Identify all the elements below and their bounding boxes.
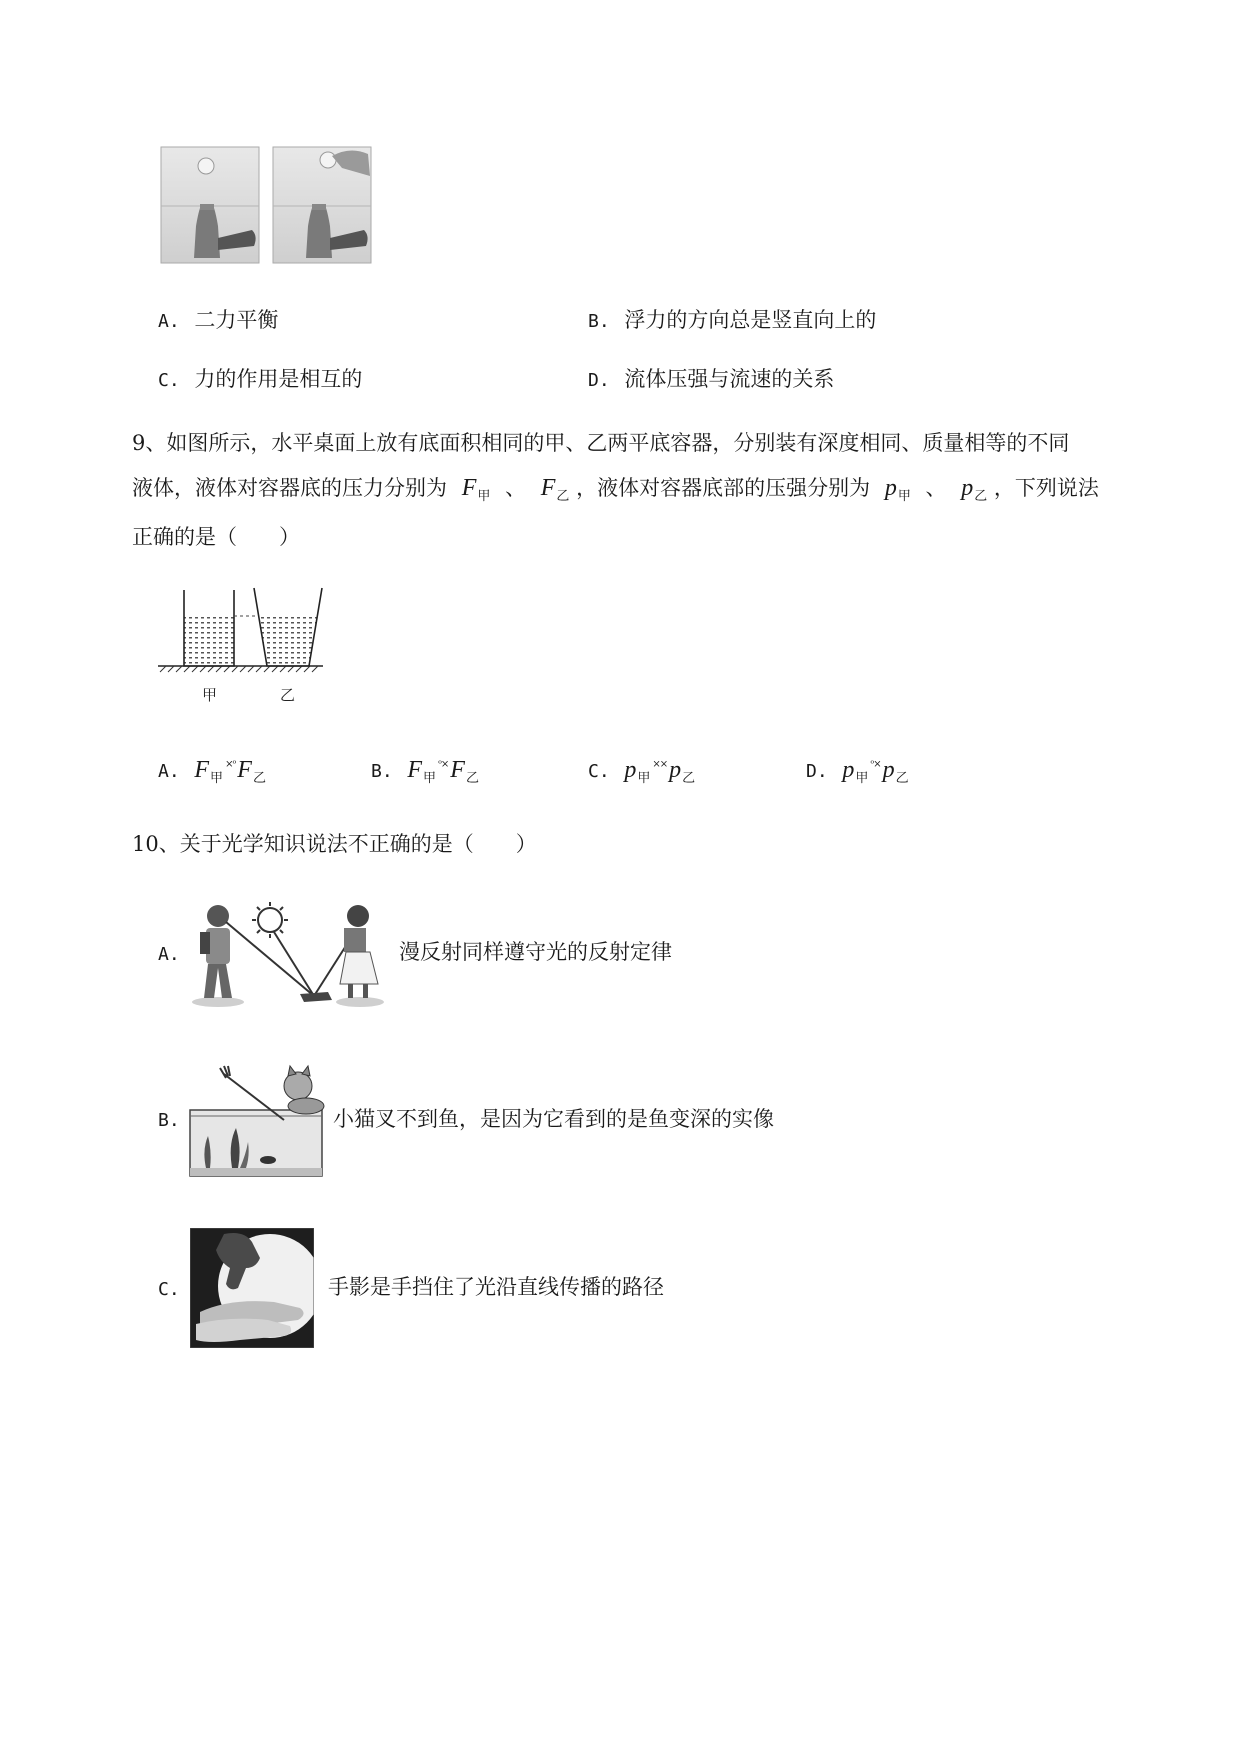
pressure-yi: $p_乙$ (961, 475, 988, 503)
diffuse-reflection-illustration (190, 898, 392, 1010)
q9-option-d[interactable]: D. $p_甲^{ᵒ\times}p_乙$ (806, 757, 909, 785)
question-number: 9、 (132, 431, 167, 455)
relation-glyph: ᵒ× (870, 759, 881, 770)
q10-option-c-image (190, 1228, 314, 1348)
q10-option-a-label[interactable]: A. (158, 944, 180, 965)
question-number: 10、 (132, 832, 180, 856)
option-label: B. (588, 311, 610, 332)
q9-option-a[interactable]: A. $F_甲^{\times ᵒ}F_乙$ (158, 757, 266, 785)
relation-glyph: ×× (652, 759, 668, 770)
label-yi: 乙 (280, 686, 296, 704)
q10-option-a-text: 漫反射同样遵守光的反射定律 (399, 940, 672, 964)
q10-option-b-text: 小猫叉不到鱼，是因为它看到的是鱼变深的实像 (333, 1107, 774, 1131)
force-jia: $F_甲$ (461, 475, 491, 503)
option-text: 流体压强与流速的关系 (624, 367, 835, 391)
q8-option-d[interactable] (588, 369, 834, 390)
option-text: 二力平衡 (194, 308, 279, 332)
option-text: 力的作用是相互的 (194, 367, 363, 391)
option-text: 浮力的方向总是竖直向上的 (624, 308, 877, 332)
option-label: C. (158, 370, 180, 391)
pressure-jia: $p_甲$ (884, 475, 911, 503)
q10-option-c-label[interactable]: C. (158, 1279, 180, 1300)
q10-stem: 10、关于光学知识说法不正确的是（ ） (132, 832, 537, 856)
option-label: D. (806, 761, 828, 782)
option-label: A. (158, 761, 180, 782)
option-label: B. (371, 761, 393, 782)
q10-option-a-image (190, 898, 392, 1010)
q9-stem-line1: 9、如图所示，水平桌面上放有底面积相同的甲、乙两平底容器，分别装有深度相同、质量相等的不同 (132, 431, 1070, 455)
force-yi: $F_乙$ (540, 475, 570, 503)
hairdryer-ball-photos (160, 146, 372, 264)
q8-option-b[interactable] (588, 310, 876, 331)
cat-fishing-illustration (188, 1064, 326, 1178)
option-label: C. (588, 761, 610, 782)
q8-option-c[interactable] (158, 369, 362, 390)
label-jia: 甲 (202, 686, 218, 704)
option-label: D. (588, 370, 610, 391)
option-label: A. (158, 311, 180, 332)
q9-stem-line2: 液体，液体对容器底的压力分别为 $F_甲$ 、 $F_乙$ ，液体对容器底部的压强分别为 $p_甲$ 、 $p_乙$ ，下列说法 (132, 475, 1099, 503)
q9-option-c[interactable]: C. $p_甲^{\times\times}p_乙$ (588, 757, 696, 785)
q8-figure (160, 146, 372, 264)
containers-diagram (158, 586, 323, 706)
q9-figure (158, 586, 323, 706)
q9-option-b[interactable]: B. $F_甲^{ᵒ\times}F_乙$ (371, 757, 479, 785)
q10-option-c-text: 手影是手挡住了光沿直线传播的路径 (328, 1275, 664, 1299)
q8-option-a[interactable] (158, 310, 278, 331)
hand-shadow-photo (190, 1228, 314, 1348)
relation-glyph: ×ᵒ (225, 759, 236, 770)
relation-glyph: ᵒ× (438, 759, 449, 770)
q10-option-b-label[interactable]: B. (158, 1110, 180, 1131)
q9-stem-line3: 正确的是（ ） (132, 525, 300, 549)
q10-option-b-image (188, 1064, 326, 1178)
